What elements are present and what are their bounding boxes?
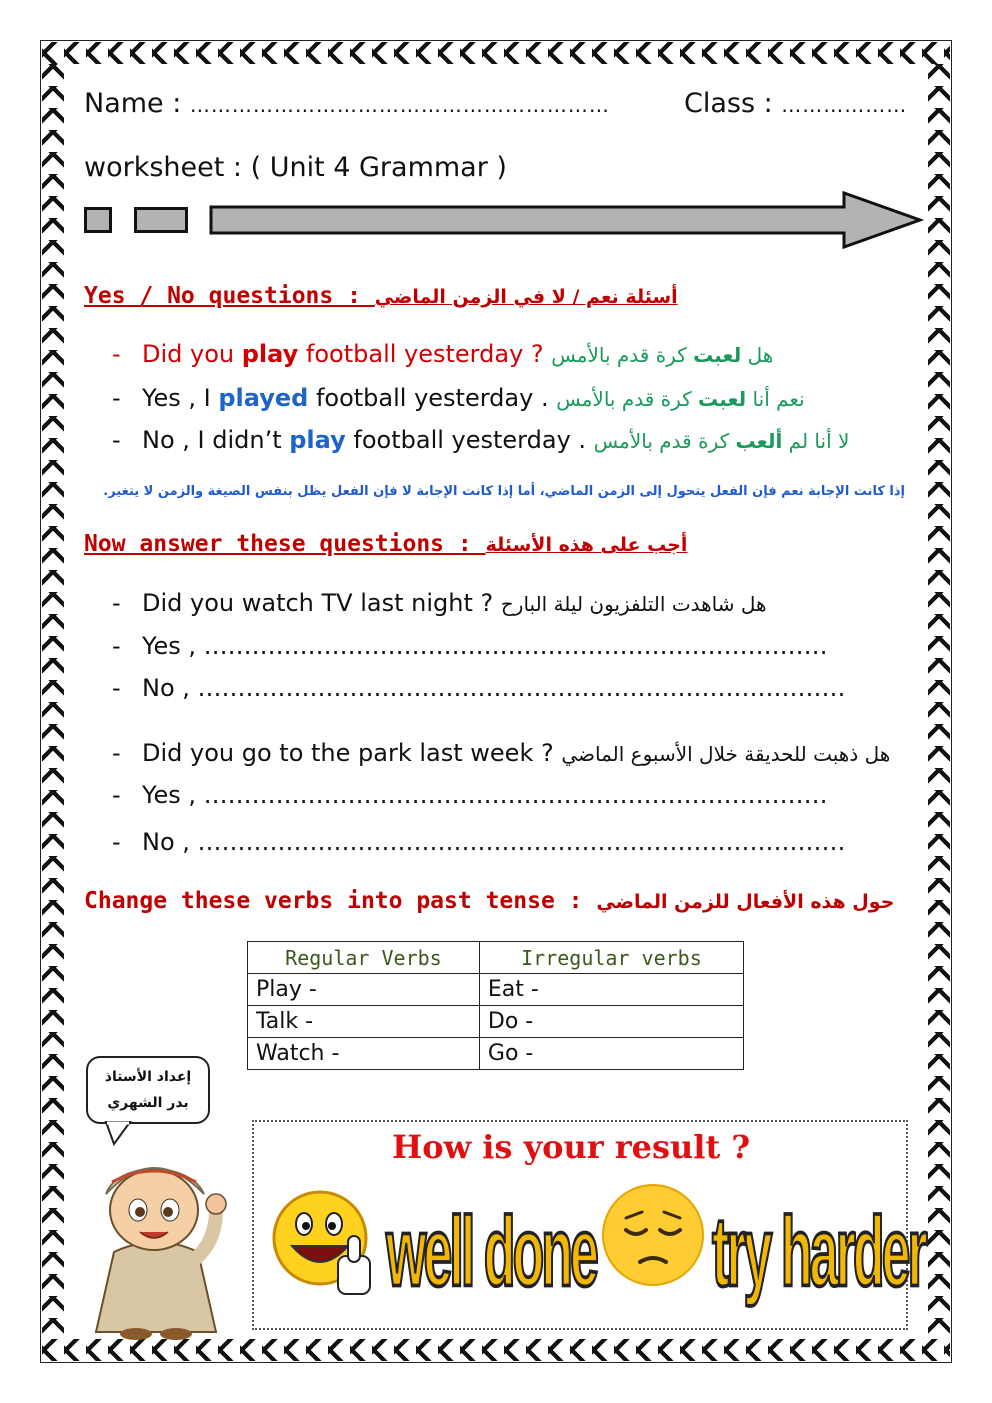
name-field[interactable] xyxy=(84,88,610,119)
sad-face-icon xyxy=(598,1180,708,1290)
name-blank[interactable]: …………………………………………………… xyxy=(189,93,610,117)
section-answer-heading xyxy=(84,531,687,557)
question-1-yes-line[interactable]: - Yes , …………………………………………………………………… xyxy=(112,632,828,660)
table-cell[interactable]: Eat - xyxy=(479,974,743,1006)
regular-verbs-header: Regular Verbs xyxy=(248,942,480,974)
arrow-icon xyxy=(208,190,924,250)
zigzag-border-left xyxy=(42,64,64,1339)
try-harder-label: try harder xyxy=(712,1197,925,1309)
section-verbs-title-ar: حول هذه الأفعال للزمن الماضي xyxy=(596,891,895,913)
irregular-verbs-header: Irregular verbs xyxy=(479,942,743,974)
section-verbs-title: Change these verbs into past tense : xyxy=(84,888,597,914)
class-field[interactable] xyxy=(684,88,907,119)
table-cell[interactable]: Watch - xyxy=(248,1038,480,1070)
worksheet-title: worksheet : ( Unit 4 Grammar ) xyxy=(84,152,507,183)
author-line-1: إعداد الأستاذ xyxy=(104,1069,192,1085)
example-yes-answer: - Yes , I played football yesterday . نعم أنا لعبت كرة قدم بالأمس xyxy=(112,384,805,412)
class-blank[interactable]: ……………… xyxy=(781,93,908,117)
table-row xyxy=(248,1038,744,1070)
section-yes-no-title: Yes / No questions : xyxy=(84,283,375,309)
section-answer-title-ar: أجب على هذه الأسئلة xyxy=(485,534,688,556)
section-verbs-heading xyxy=(84,888,894,914)
question-2: - Did you go to the park last week ? هل ذهبت للحديقة خلال الأسبوع الماضي xyxy=(112,739,891,767)
square-decoration-2 xyxy=(134,207,188,233)
zigzag-border-right xyxy=(928,64,950,1339)
name-label: Name : xyxy=(84,88,190,119)
example-no-answer: - No , I didn’t play football yesterday . لا أنا لم ألعب كرة قدم بالأمس xyxy=(112,426,850,454)
question-1-no-line[interactable]: - No , ……………………………………………………………………… xyxy=(112,674,846,702)
table-cell[interactable]: Go - xyxy=(479,1038,743,1070)
question-2-yes-line[interactable]: - Yes , …………………………………………………………………… xyxy=(112,781,828,809)
boy-character-illustration xyxy=(66,1132,246,1342)
example-question: - Did you play football yesterday ? هل لعبت كرة قدم بالأمس xyxy=(112,340,774,368)
verbs-table xyxy=(247,941,744,1070)
table-cell[interactable]: Talk - xyxy=(248,1006,480,1038)
table-cell[interactable]: Play - xyxy=(248,974,480,1006)
well-done-label: well done xyxy=(386,1197,596,1309)
table-header-row xyxy=(248,942,744,974)
result-title: How is your result ? xyxy=(392,1128,751,1166)
author-line-2: بدر الشهري xyxy=(107,1095,189,1111)
table-row xyxy=(248,1006,744,1038)
table-cell[interactable]: Do - xyxy=(479,1006,743,1038)
square-decoration-1 xyxy=(84,207,112,233)
grammar-note: إذا كانت الإجابة نعم فإن الفعل يتحول إلى الزمن الماضي، أما إذا كانت الإجابة لا فإن الفعل يظل بنفس الصيغة والزمن لا يتغير. xyxy=(103,484,905,499)
section-answer-title: Now answer these questions : xyxy=(84,531,486,557)
zigzag-border-bottom xyxy=(42,1339,950,1361)
section-yes-no-title-ar: أسئلة نعم / لا في الزمن الماضي xyxy=(374,286,678,308)
class-label: Class : xyxy=(684,88,782,119)
table-row xyxy=(248,974,744,1006)
author-speech-bubble xyxy=(86,1056,210,1124)
happy-smiley-thumbs-up-icon xyxy=(268,1186,388,1306)
question-1: - Did you watch TV last night ? هل شاهدت التلفزيون ليلة البارح xyxy=(112,589,767,617)
question-2-no-line[interactable]: - No , ……………………………………………………………………… xyxy=(112,828,846,856)
section-yes-no-heading xyxy=(84,283,678,309)
zigzag-border-top xyxy=(42,42,950,64)
